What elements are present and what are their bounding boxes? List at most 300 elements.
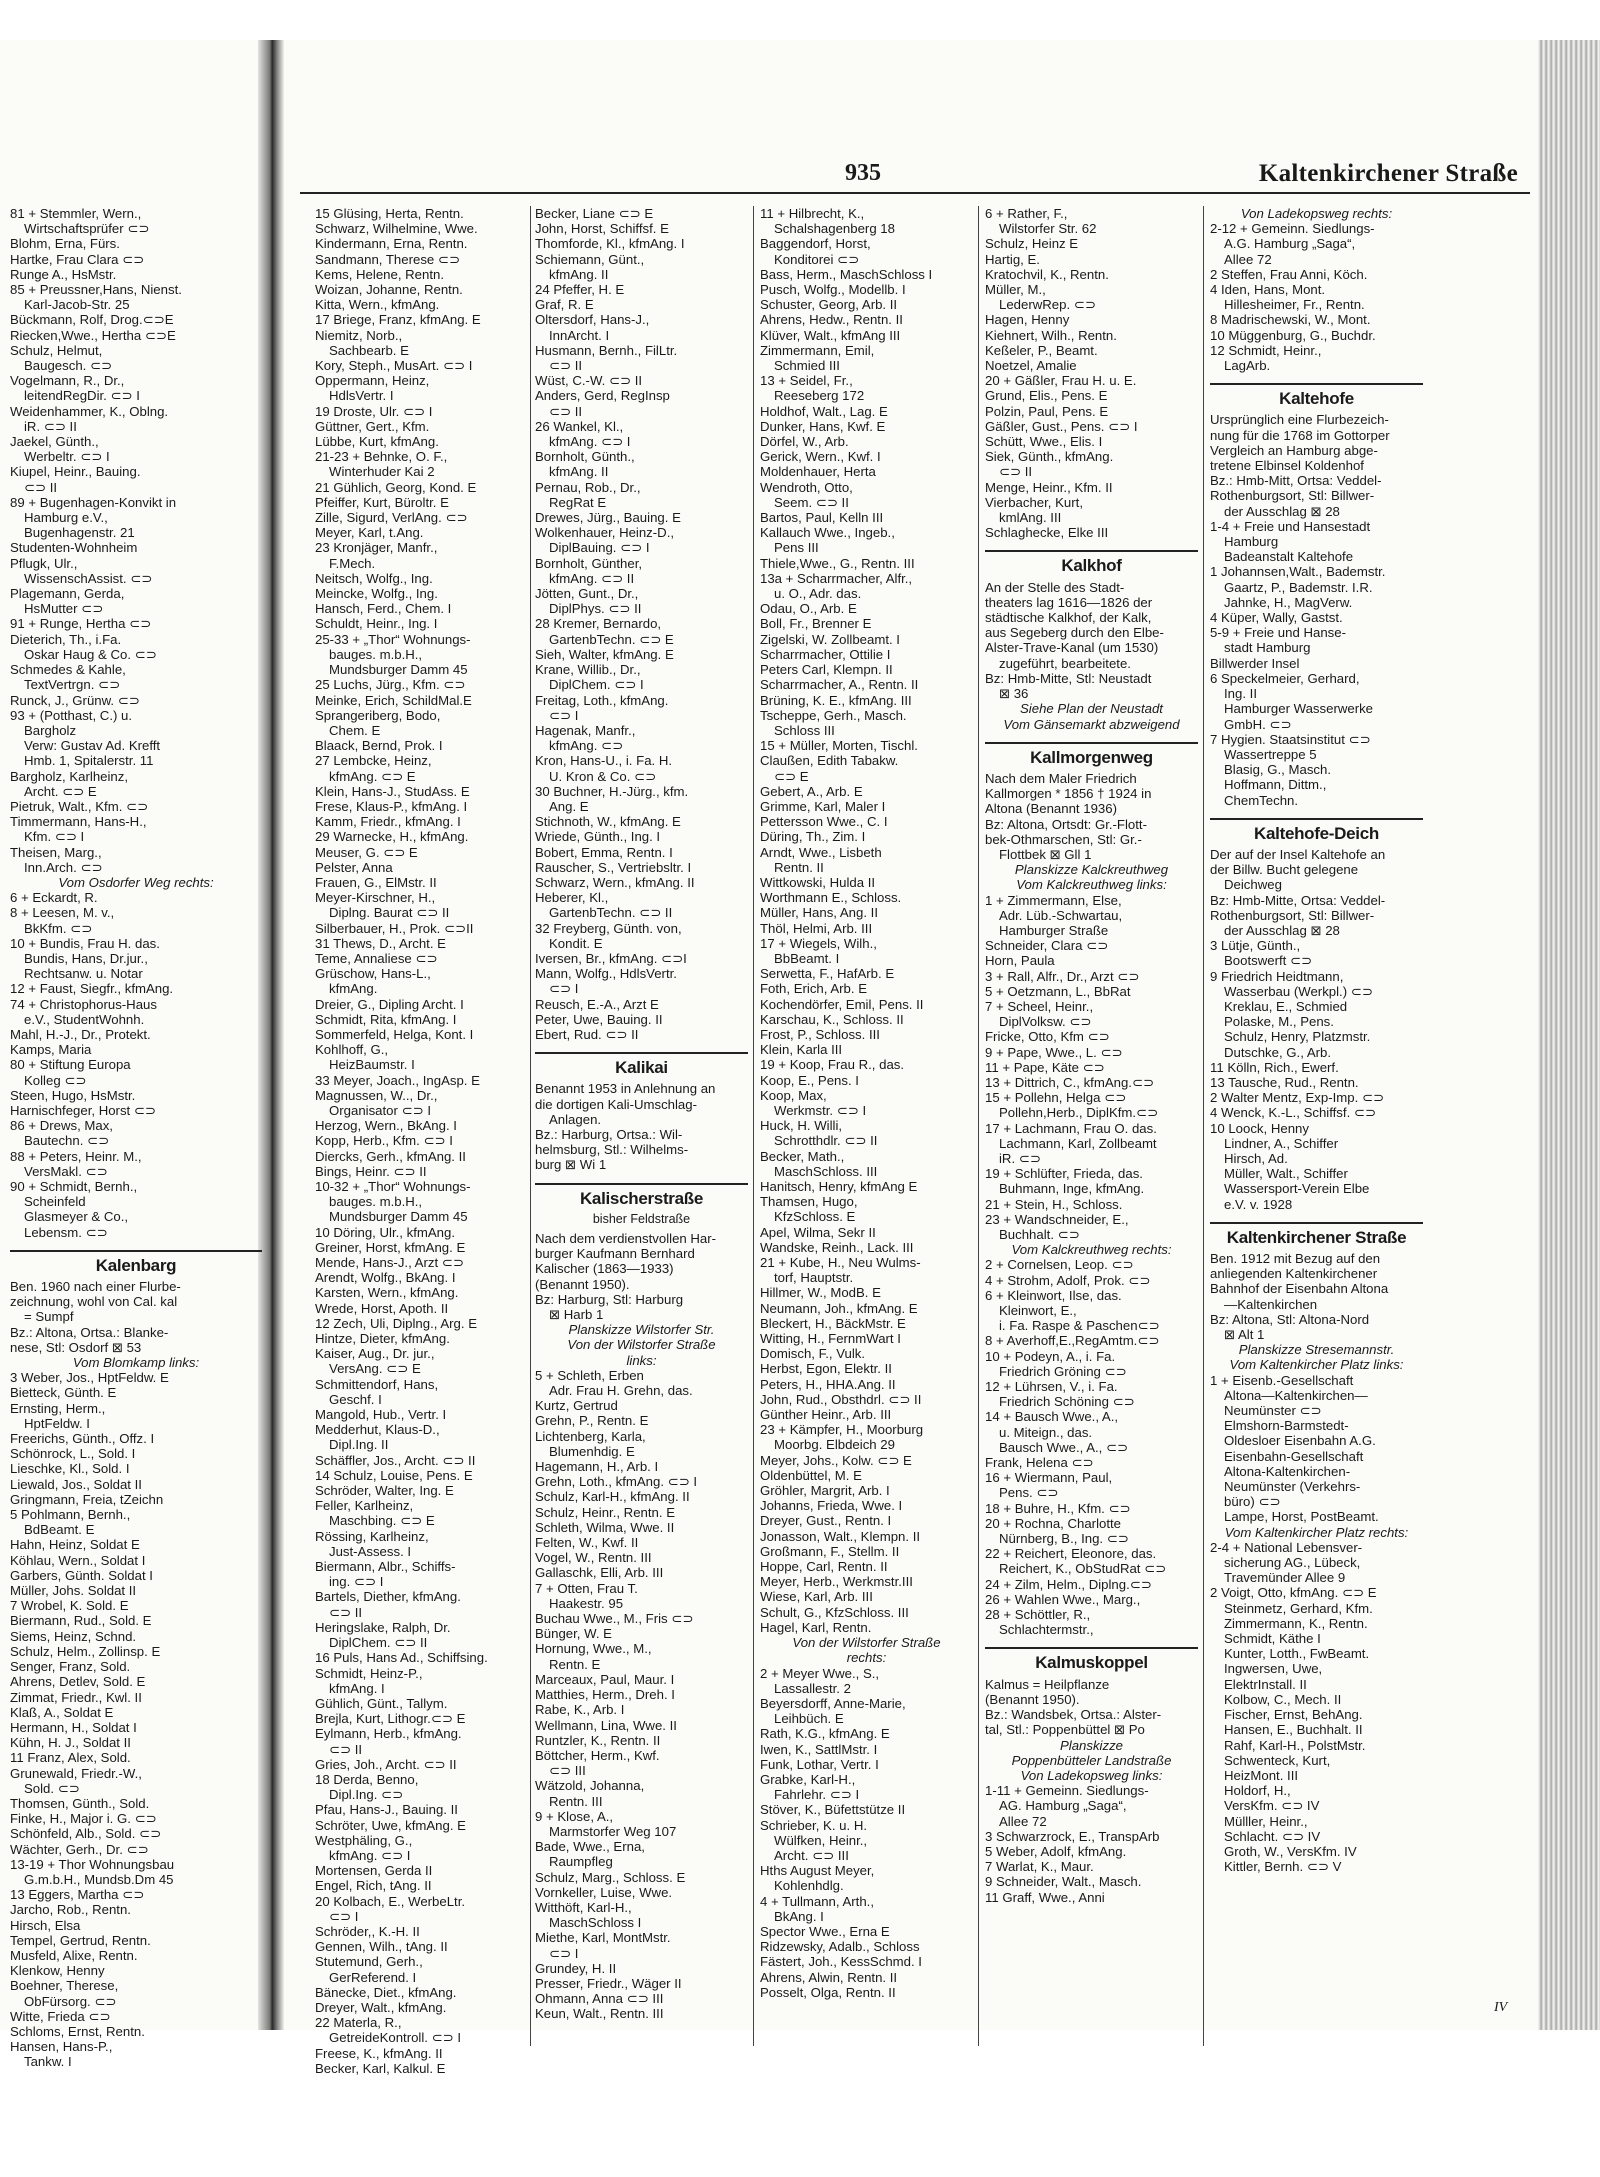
- directory-entry: Boll, Fr., Brenner E: [760, 616, 872, 632]
- entry-continuation: Chem. E: [329, 722, 381, 738]
- directory-entry: 9 + Klose, A.,: [535, 1808, 614, 1824]
- directory-entry: 13a + Scharrmacher, Alfr.,: [760, 570, 913, 586]
- entry-continuation: LederwRep. ⊂⊃: [999, 297, 1096, 313]
- directory-entry: Schiemann, Günt.,: [535, 251, 645, 267]
- directory-entry: 93 + (Potthast, C.) u.: [10, 707, 133, 723]
- directory-entry: Claußen, Edith Tabakw.: [760, 753, 899, 769]
- directory-entry: Frauen, G., ElMstr. II: [315, 874, 437, 890]
- entry-continuation: Hoffmann, Dittm.,: [1224, 777, 1327, 793]
- directory-entry: Bleckert, H., BäckMstr. E: [760, 1315, 906, 1331]
- directory-entry: tal, Stl.: Poppenbüttel ⊠ Po: [985, 1722, 1145, 1738]
- directory-entry: Bückmann, Rolf, Drog.⊂⊃E: [10, 312, 174, 328]
- entry-continuation: Gaartz, P., Bademstr. I.R.: [1224, 579, 1373, 595]
- directory-entry: Ben. 1912 mit Bezug auf den: [1210, 1251, 1381, 1266]
- entry-continuation: Schloss III: [774, 722, 835, 738]
- directory-entry: Witte, Frieda ⊂⊃: [10, 2008, 111, 2024]
- directory-entry: 26 + Wahlen Wwe., Marg.,: [985, 1591, 1141, 1607]
- directory-entry: 16 + Wiermann, Paul,: [985, 1470, 1113, 1486]
- directory-entry: 4 Wenck, K.-L., Schiffsf. ⊂⊃: [1210, 1105, 1376, 1121]
- section-note: Planskizze Kalckreuthweg: [1014, 862, 1169, 878]
- entry-continuation: Schlachtermstr.,: [999, 1622, 1094, 1638]
- directory-entry: Klüver, Walt., kfmAng III: [760, 327, 901, 343]
- directory-entry: Husmann, Bernh., FilLtr.: [535, 342, 678, 358]
- directory-entry: Rothenburgsort, Stl: Billwer-: [1210, 907, 1375, 923]
- directory-entry: bek-Othmarschen, Stl: Gr.-: [985, 831, 1142, 847]
- directory-entry: Klein, Karla III: [760, 1042, 843, 1058]
- directory-entry: Witting, H., FernmWart I: [760, 1331, 901, 1347]
- directory-entry: 80 + Stiftung Europa: [10, 1057, 131, 1073]
- directory-entry: Scharrmacher, A., Rentn. II: [760, 677, 919, 693]
- directory-entry: Wellmann, Lina, Wwe. II: [535, 1717, 677, 1733]
- directory-entry: Pernau, Rob., Dr.,: [535, 479, 641, 495]
- entry-continuation: Kohlenhdlg.: [774, 1878, 844, 1894]
- directory-entry: Gäßler, Gust., Pens. ⊂⊃ I: [985, 418, 1138, 434]
- directory-entry: Siems, Heinz, Schnd.: [10, 1628, 137, 1644]
- directory-entry: 2 + Meyer Wwe., S.,: [760, 1665, 880, 1681]
- directory-entry: 12 Zech, Uli, Diplng., Arg. E: [315, 1315, 477, 1331]
- directory-entry: Ahrens, Detlev, Sold. E: [10, 1674, 146, 1690]
- entry-continuation: ⊂⊃ I: [329, 1908, 359, 1924]
- entry-continuation: Kreklau, E., Schmied: [1224, 998, 1348, 1014]
- entry-continuation: Rentn. III: [549, 1793, 603, 1809]
- directory-entry: Heringslake, Ralph, Dr.: [315, 1619, 451, 1635]
- entry-continuation: bauges. m.b.H.,: [329, 1194, 423, 1210]
- directory-entry: Kory, Steph., MusArt. ⊂⊃ I: [315, 358, 473, 374]
- entry-continuation: Elmshorn-Barmstedt-: [1224, 1418, 1349, 1434]
- directory-entry: Bz.: Hmb-Mitt, Ortsa: Veddel-: [1210, 473, 1382, 489]
- directory-entry: Grund, Elis., Pens. E: [985, 388, 1108, 404]
- directory-entry: Bings, Heinr. ⊂⊃ II: [315, 1163, 427, 1179]
- entry-continuation: Organisator ⊂⊃ I: [329, 1102, 431, 1118]
- entry-continuation: Adr. Lüb.-Schwartau,: [999, 907, 1123, 923]
- entry-continuation: Lampe, Horst, PostBeamt.: [1224, 1509, 1379, 1525]
- directory-entry: Wendroth, Otto,: [760, 479, 853, 495]
- entry-continuation: MaschSchloss. III: [774, 1163, 878, 1179]
- directory-entry: Schulz, Heinz E: [985, 236, 1079, 252]
- directory-entry: Zimmat, Friedr., Kwl. II: [10, 1689, 142, 1705]
- entry-continuation: Allee 72: [999, 1813, 1047, 1829]
- directory-column-2: [535, 206, 748, 2056]
- section-note: Siehe Plan der Neustadt: [1020, 701, 1163, 717]
- directory-entry: Kiehnert, Wilh., Rentn.: [985, 327, 1117, 343]
- directory-entry: 2-12 + Gemeinn. Siedlungs-: [1210, 221, 1375, 237]
- directory-entry: Vogel, W., Rentn. III: [535, 1550, 652, 1566]
- directory-entry: 16 Puls, Hans Ad., Schiffsing.: [315, 1650, 488, 1666]
- entry-continuation: Bundis, Hans, Dr.jur.,: [24, 950, 148, 966]
- directory-entry: 11 + Pape, Käte ⊂⊃: [985, 1059, 1105, 1075]
- directory-entry: Theisen, Marg.,: [10, 844, 102, 860]
- directory-entry: Schwarz, Wern., kfmAng. II: [535, 874, 695, 890]
- entry-continuation: VersMakl. ⊂⊃: [24, 1163, 108, 1179]
- directory-entry: Runtzler, K., Rentn. II: [535, 1732, 661, 1748]
- directory-entry: 17 + Lachmann, Frau O. das.: [985, 1120, 1157, 1136]
- entry-continuation: kfmAng. ⊂⊃ II: [549, 570, 635, 586]
- directory-entry: Schneider, Clara ⊂⊃: [985, 938, 1109, 954]
- directory-entry: 12 + Lührsen, V., i. Fa.: [985, 1379, 1118, 1395]
- directory-entry: Schult, G., KfzSchloss. III: [760, 1604, 909, 1620]
- entry-continuation: Schulz, Henry, Platzmstr.: [1224, 1029, 1371, 1045]
- directory-entry: 14 + Bausch Wwe., A.,: [985, 1409, 1119, 1425]
- directory-entry: 3 Schwarzrock, E., TranspArb: [985, 1828, 1160, 1844]
- directory-entry: 22 Materla, R.,: [315, 2015, 402, 2031]
- directory-entry: 8 + Leesen, M. v.,: [10, 905, 115, 921]
- directory-entry: 81 + Stemmler, Wern.,: [10, 206, 142, 221]
- entry-continuation: Hirsch, Ad.: [1224, 1150, 1288, 1166]
- column-rule: [978, 206, 979, 2046]
- directory-entry: Gringmann, Freia, tZeichn: [10, 1491, 164, 1507]
- directory-entry: Gebert, A., Arb. E: [760, 783, 863, 799]
- directory-entry: Engel, Rich, tAng. II: [315, 1878, 432, 1894]
- directory-entry: Holdhof, Walt., Lag. E: [760, 403, 888, 419]
- entry-continuation: Allee 72: [1224, 251, 1272, 267]
- directory-entry: 13 + Seidel, Fr.,: [760, 373, 853, 389]
- directory-entry: 20 + Rochna, Charlotte: [985, 1515, 1121, 1531]
- directory-entry: Kohlhoff, G.,: [315, 1042, 389, 1058]
- entry-continuation: Sold. ⊂⊃: [24, 1780, 80, 1796]
- section-note: Vom Kaltenkircher Platz rechts:: [1224, 1524, 1409, 1540]
- directory-entry: 1 Johannsen,Walt., Bademstr.: [1210, 564, 1386, 580]
- directory-entry: Sieh, Walter, kfmAng. E: [535, 646, 674, 662]
- directory-entry: Schulz, Karl-H., kfmAng. II: [535, 1489, 690, 1505]
- directory-entry: Stutemund, Gerh.,: [315, 1954, 423, 1970]
- entry-continuation: Rentn. II: [774, 859, 824, 875]
- directory-entry: Lieschke, Kl., Sold. I: [10, 1461, 130, 1477]
- entry-continuation: kfmAng. II: [549, 266, 609, 282]
- section-note: Planskizze: [1059, 1737, 1124, 1753]
- directory-entry: 15 Glüsing, Herta, Rentn.: [315, 206, 464, 221]
- entry-continuation: Schmidt, Käthe I: [1224, 1631, 1321, 1647]
- entry-continuation: Steinmetz, Gerhard, Kfm.: [1224, 1600, 1373, 1616]
- directory-entry: Domisch, F., Vulk.: [760, 1346, 866, 1362]
- entry-continuation: u. O., Adr. das.: [774, 586, 862, 602]
- section-note: Planskizze Stresemannstr.: [1238, 1342, 1395, 1358]
- entry-continuation: Wirtschaftsprüfer ⊂⊃: [24, 221, 150, 237]
- directory-entry: 11 + Hilbrecht, K.,: [760, 206, 865, 221]
- directory-entry: Koop, Max,: [760, 1087, 827, 1103]
- section-note: Vom Kalckreuthweg rechts:: [1011, 1242, 1172, 1258]
- directory-entry: Schröter, Uwe, kfmAng. E: [315, 1817, 466, 1833]
- directory-entry: Nach dem verdienstvollen Har-: [535, 1231, 717, 1246]
- directory-entry: Wächter, Gerh., Dr. ⊂⊃: [10, 1841, 149, 1857]
- directory-entry: Rath, K.G., kfmAng. E: [760, 1726, 890, 1742]
- entry-continuation: GartenbTechn. ⊂⊃ E: [549, 631, 674, 647]
- directory-entry: Billwerder Insel: [1210, 655, 1300, 671]
- directory-entry: Zigelski, W. Zollbeamt. I: [760, 631, 900, 647]
- directory-entry: Güttner, Gert., Kfm.: [315, 418, 430, 434]
- directory-entry: Schulz, Helm., Zollinsp. E: [10, 1643, 161, 1659]
- entry-continuation: ⊂⊃ II: [24, 479, 58, 495]
- directory-entry: 4 Iden, Hans, Mont.: [1210, 282, 1326, 298]
- directory-entry: 30 Buchner, H.-Jürg., kfm.: [535, 783, 689, 799]
- section-note: Von Ladekopsweg links:: [1020, 1767, 1163, 1783]
- directory-entry: Sandmann, Therese ⊂⊃: [315, 251, 461, 267]
- page-header: [285, 160, 1530, 194]
- directory-entry: Huck, H. Willi,: [760, 1118, 843, 1134]
- entry-continuation: Schalshagenberg 18: [774, 221, 895, 237]
- directory-entry: 25 Luchs, Jürg., Kfm. ⊂⊃: [315, 677, 466, 693]
- entry-continuation: BdBeamt. E: [24, 1522, 95, 1538]
- directory-entry: Gröhler, Margrit, Arb. I: [760, 1483, 890, 1499]
- entry-continuation: Bugenhagenstr. 21: [24, 525, 135, 541]
- entry-continuation: ⊂⊃ II: [329, 1741, 363, 1757]
- directory-entry: 15 + Pollehn, Helga ⊂⊃: [985, 1090, 1127, 1106]
- directory-entry: Mangold, Hub., Vertr. I: [315, 1407, 447, 1423]
- entry-continuation: Hamburger Straße: [999, 922, 1109, 938]
- directory-entry: 13 Tausche, Rud., Rentn.: [1210, 1074, 1359, 1090]
- directory-entry: 32 Freyberg, Günth. von,: [535, 920, 682, 936]
- section-note: Von Ladekopsweg rechts:: [1240, 206, 1393, 221]
- entry-continuation: Tankw. I: [24, 2054, 72, 2070]
- entry-continuation: KfzSchloss. E: [774, 1209, 856, 1225]
- entry-continuation: Kolleg ⊂⊃: [24, 1072, 87, 1088]
- directory-entry: Karschau, K., Schloss. II: [760, 1011, 904, 1027]
- directory-entry: Scharrmacher, Ottilie I: [760, 646, 891, 662]
- directory-entry: Thomforde, Kl., kfmAng. I: [535, 236, 685, 252]
- column-rule: [753, 206, 754, 2046]
- entry-continuation: Inn.Arch. ⊂⊃: [24, 859, 103, 875]
- page-edge: [1538, 40, 1600, 2030]
- directory-entry: 10 + Podeyn, A., i. Fa.: [985, 1348, 1116, 1364]
- directory-entry: helmsburg, Stl.: Wilhelms-: [535, 1142, 689, 1158]
- directory-entry: Iwen, K., SattlMstr. I: [760, 1741, 878, 1757]
- directory-entry: 22 + Reichert, Eleonore, das.: [985, 1546, 1157, 1562]
- directory-entry: Boehner, Therese,: [10, 1978, 119, 1994]
- entry-continuation: Fahrlehr. ⊂⊃ I: [774, 1787, 860, 1803]
- entry-continuation: —Kaltenkirchen: [1224, 1296, 1318, 1312]
- directory-entry: 5 + Schleth, Erben: [535, 1367, 644, 1383]
- entry-continuation: Werkmstr. ⊂⊃ I: [774, 1102, 867, 1118]
- directory-entry: Reusch, E.-A., Arzt E: [535, 996, 659, 1012]
- entry-continuation: Raumpfleg: [549, 1854, 613, 1870]
- section-note: Vom Osdorfer Weg rechts:: [58, 874, 214, 890]
- entry-continuation: Groth, W., VersKfm. IV: [1224, 1843, 1357, 1859]
- directory-entry: Siek, Günth., kfmAng.: [985, 449, 1114, 465]
- directory-entry: 9 Friedrich Heidtmann,: [1210, 968, 1344, 984]
- directory-entry: Arndt, Wwe., Lisbeth: [760, 844, 882, 860]
- entry-continuation: kfmAng. I: [329, 1680, 385, 1696]
- directory-entry: 17 Briege, Franz, kfmAng. E: [315, 312, 481, 328]
- directory-entry: Wittkowski, Hulda II: [760, 874, 876, 890]
- directory-entry: Der auf der Insel Kaltehofe an: [1210, 846, 1386, 862]
- directory-entry: Tscheppe, Gerh., Masch.: [760, 707, 907, 723]
- entry-continuation: kfmAng. II: [549, 464, 609, 480]
- directory-entry: Lübbe, Kurt, kfmAng.: [315, 434, 439, 450]
- directory-entry: 1 + Eisenb.-Gesellschaft: [1210, 1372, 1354, 1388]
- directory-entry: Bornholt, Günther,: [535, 555, 643, 571]
- directory-entry: Kron, Hans-U., i. Fa. H.: [535, 753, 673, 769]
- directory-entry: Grundey, H. II: [535, 1960, 617, 1976]
- directory-entry: Stichnoth, W., kfmAng. E: [535, 814, 681, 830]
- directory-entry: 11 Kölln, Rich., Ewerf.: [1210, 1059, 1339, 1075]
- directory-entry: An der Stelle des Stadt-: [985, 579, 1125, 595]
- directory-entry: Moldenhauer, Herta: [760, 464, 876, 480]
- directory-entry: Brejla, Kurt, Lithogr.⊂⊃ E: [315, 1711, 466, 1727]
- directory-entry: Bz: Hmb-Mitte, Stl: Neustadt: [985, 670, 1152, 686]
- directory-entry: Bz: Altona, Stl: Altona-Nord: [1210, 1311, 1370, 1327]
- directory-entry: burg ⊠ Wi 1: [535, 1157, 607, 1173]
- directory-entry: Weidenhammer, K., Oblng.: [10, 403, 169, 419]
- directory-entry: Rabe, K., Arb. I: [535, 1702, 625, 1718]
- directory-entry: theaters lag 1616—1826 der: [985, 594, 1153, 610]
- entry-continuation: VersAng. ⊂⊃ E: [329, 1361, 421, 1377]
- page-number: 935: [845, 160, 881, 186]
- directory-entry: Hartig, E.: [985, 251, 1040, 267]
- entry-continuation: Pens III: [774, 540, 819, 556]
- directory-entry: Benannt 1953 in Anlehnung an: [535, 1081, 716, 1097]
- directory-entry: Bietteck, Günth. E: [10, 1385, 117, 1401]
- directory-entry: Oppermann, Heinz,: [315, 373, 430, 389]
- entry-continuation: BkAng. I: [774, 1908, 824, 1924]
- directory-entry: 8 Madrischewski, W., Mont.: [1210, 312, 1371, 328]
- entry-continuation: A.G. Hamburg „Saga“,: [1224, 236, 1356, 252]
- directory-entry: Schönfeld, Alb., Sold. ⊂⊃: [10, 1826, 162, 1842]
- directory-entry: Vogelmann, R., Dr.,: [10, 373, 125, 389]
- directory-entry: Bänecke, Diet., kfmAng.: [315, 1984, 457, 2000]
- directory-entry: Hagenak, Manfr.,: [535, 722, 636, 738]
- entry-continuation: Just-Assess. I: [329, 1543, 412, 1559]
- directory-entry: Bz: Altona, Ortsdt: Gr.-Flott-: [985, 816, 1147, 832]
- directory-entry: Noetzel, Amalie: [985, 358, 1077, 374]
- directory-entry: Kallmorgen * 1856 † 1924 in: [985, 786, 1152, 802]
- directory-entry: Garbers, Günth. Soldat I: [10, 1567, 153, 1583]
- directory-entry: 23 + Kämpfer, H., Moorburg: [760, 1422, 924, 1438]
- entry-continuation: ing. ⊂⊃ I: [329, 1574, 384, 1590]
- directory-entry: Thöl, Helmi, Arb. III: [760, 920, 873, 936]
- entry-continuation: kmlAng. III: [999, 510, 1062, 526]
- directory-entry: 11 Franz, Alex, Sold.: [10, 1750, 131, 1766]
- entry-continuation: Reichert, K., ObStudRat ⊂⊃: [999, 1561, 1167, 1577]
- directory-entry: Mahl, H.-J., Dr., Protekt.: [10, 1026, 151, 1042]
- directory-entry: Ridzewsky, Adalb., Schloss: [760, 1939, 920, 1955]
- directory-entry: Schloms, Ernst, Rentn.: [10, 2023, 145, 2039]
- directory-column-5: [1210, 206, 1423, 2056]
- directory-entry: 2 + Cornelsen, Leop. ⊂⊃: [985, 1257, 1134, 1273]
- entry-continuation: Rahf, Karl-H., PolstMstr.: [1224, 1737, 1366, 1753]
- street-heading: Kalkhof: [985, 550, 1198, 573]
- directory-entry: John, Horst, Schiffsf. E: [535, 221, 669, 237]
- entry-continuation: Oldesloer Eisenbahn A.G.: [1224, 1433, 1376, 1449]
- directory-entry: 23 + Wandschneider, E.,: [985, 1211, 1129, 1227]
- street-subheading: bisher Feldstraße: [592, 1211, 691, 1226]
- directory-entry: Ohmann, Anna ⊂⊃ III: [535, 1991, 664, 2007]
- entry-continuation: HdlsVertr. I: [329, 388, 394, 404]
- directory-entry: 18 + Buhre, H., Kfm. ⊂⊃: [985, 1500, 1131, 1516]
- entry-continuation: Travemünder Allee 9: [1224, 1570, 1346, 1586]
- directory-entry: Jötten, Gunt., Dr.,: [535, 586, 639, 602]
- entry-continuation: Holdorf, H.,: [1224, 1783, 1291, 1799]
- directory-entry: 74 + Christophorus-Haus: [10, 996, 157, 1012]
- directory-entry: 13 + Dittrich, C., kfmAng.⊂⊃: [985, 1074, 1155, 1090]
- directory-entry: Steen, Hugo, HsMstr.: [10, 1087, 136, 1103]
- directory-entry: 13 Eggers, Martha ⊂⊃: [10, 1887, 145, 1903]
- directory-entry: 1-4 + Freie und Hansestadt: [1210, 518, 1371, 534]
- entry-continuation: Flottbek ⊠ Gll 1: [999, 846, 1092, 862]
- entry-continuation: Bootswerft ⊂⊃: [1224, 953, 1313, 969]
- directory-entry: anliegenden Kaltenkirchener: [1210, 1266, 1378, 1282]
- street-heading: Kallmorgenweg: [985, 742, 1198, 765]
- directory-entry: Mann, Wolfg., HdlsVertr.: [535, 966, 677, 982]
- entry-continuation: BkKfm. ⊂⊃: [24, 920, 93, 936]
- entry-continuation: DiplChem. ⊂⊃ II: [329, 1635, 428, 1651]
- directory-entry: 7 Warlat, K., Maur.: [985, 1859, 1094, 1875]
- directory-entry: 85 + Preussner,Hans, Nienst.: [10, 282, 182, 298]
- entry-continuation: Pollehn,Herb., DiplKfm.⊂⊃: [999, 1105, 1159, 1121]
- entry-continuation: kfmAng. ⊂⊃: [549, 738, 624, 754]
- directory-entry: Klein, Hans-J., StudAss. E: [315, 783, 470, 799]
- entry-continuation: e.V. v. 1928: [1224, 1196, 1293, 1212]
- entry-continuation: Sachbearb. E: [329, 342, 409, 358]
- entry-continuation: Ing. II: [1224, 686, 1257, 702]
- directory-entry: Foth, Erich, Arb. E: [760, 981, 868, 997]
- directory-entry: Wandske, Reinh., Lack. III: [760, 1239, 914, 1255]
- entry-continuation: bauges. m.b.H.,: [329, 646, 423, 662]
- directory-entry: Frank, Helena ⊂⊃: [985, 1455, 1094, 1471]
- street-heading: Kaltehofe-Deich: [1210, 818, 1423, 841]
- directory-entry: Rothenburgsort, Stl: Billwer-: [1210, 488, 1375, 504]
- directory-entry: Schröder,, K.-H. II: [315, 1923, 420, 1939]
- directory-entry: der Billw. Bucht gelegene: [1210, 862, 1359, 878]
- directory-entry: Tempel, Gertrud, Rentn.: [10, 1932, 151, 1948]
- entry-continuation: Verw: Gustav Ad. Krefft: [24, 738, 161, 754]
- entry-continuation: InnArcht. I: [549, 327, 610, 343]
- entry-continuation: Bausch Wwe., A., ⊂⊃: [999, 1439, 1129, 1455]
- directory-entry: 18 Derda, Benno,: [315, 1771, 419, 1787]
- directory-entry: Kalmus = Heilpflanze: [985, 1676, 1110, 1692]
- directory-entry: Müller, Johs. Soldat II: [10, 1583, 137, 1599]
- directory-entry: Schmidt, Heinz-P.,: [315, 1665, 423, 1681]
- directory-entry: 2 Steffen, Frau Anni, Köch.: [1210, 266, 1368, 282]
- directory-entry: Kems, Helene, Rentn.: [315, 266, 445, 282]
- directory-entry: Hansch, Ferd., Chem. I: [315, 601, 452, 617]
- directory-entry: Bz: Hmb-Mitte, Ortsa: Veddel-: [1210, 892, 1386, 908]
- directory-entry: Becker, Karl, Kalkul. E: [315, 2060, 446, 2076]
- directory-entry: Meyer, Karl, t.Ang.: [315, 525, 424, 541]
- entry-continuation: ⊂⊃ I: [549, 707, 579, 723]
- directory-entry: Meyer-Kirschner, H.,: [315, 890, 436, 906]
- directory-entry: Westphäling, G.,: [315, 1832, 413, 1848]
- entry-continuation: ⊂⊃ II: [999, 464, 1033, 480]
- entry-continuation: Moorbg. Elbdeich 29: [774, 1437, 895, 1453]
- directory-entry: Grimme, Karl, Maler I: [760, 798, 886, 814]
- directory-entry: Vornkeller, Luise, Wwe.: [535, 1884, 673, 1900]
- entry-continuation: Haakestr. 95: [549, 1595, 624, 1611]
- directory-entry: Heberer, Kl.,: [535, 890, 609, 906]
- entry-continuation: Pens. ⊂⊃: [999, 1485, 1059, 1501]
- directory-entry: 15 + Müller, Morten, Tischl.: [760, 738, 918, 754]
- directory-entry: Zimmermann, Emil,: [760, 342, 875, 358]
- entry-continuation: AG. Hamburg „Saga“,: [999, 1798, 1127, 1814]
- directory-entry: Matthies, Herm., Dreh. I: [535, 1687, 675, 1703]
- directory-entry: Bobert, Emma, Rentn. I: [535, 844, 673, 860]
- street-heading: Kalenbarg: [10, 1250, 262, 1273]
- directory-entry: Karsten, Wern., kfmAng.: [315, 1285, 459, 1301]
- directory-entry: Kochendörfer, Emil, Pens. II: [760, 996, 924, 1012]
- directory-entry: Mortensen, Gerda II: [315, 1863, 433, 1879]
- directory-entry: Oltersdorf, Hans-J.,: [535, 312, 650, 328]
- entry-continuation: Geschf. I: [329, 1391, 382, 1407]
- entry-continuation: Nürnberg, B., Ing. ⊂⊃: [999, 1531, 1129, 1547]
- directory-entry: tretene Elbinsel Koldenhof: [1210, 458, 1364, 474]
- entry-continuation: DiplPhys. ⊂⊃ II: [549, 601, 642, 617]
- directory-entry: 6 + Kleinwort, Ilse, das.: [985, 1287, 1122, 1303]
- entry-continuation: HptFeldw. I: [24, 1415, 90, 1431]
- directory-entry: nung für die 1768 im Gottorper: [1210, 427, 1390, 443]
- directory-entry: 3 + Rall, Alfr., Dr., Arzt ⊂⊃: [985, 968, 1140, 984]
- directory-entry: Düring, Th., Zim. I: [760, 829, 866, 845]
- directory-entry: Greiner, Horst, kfmAng. E: [315, 1239, 466, 1255]
- directory-entry: 91 + Runge, Hertha ⊂⊃: [10, 616, 152, 632]
- entry-continuation: Lebensm. ⊂⊃: [24, 1224, 108, 1240]
